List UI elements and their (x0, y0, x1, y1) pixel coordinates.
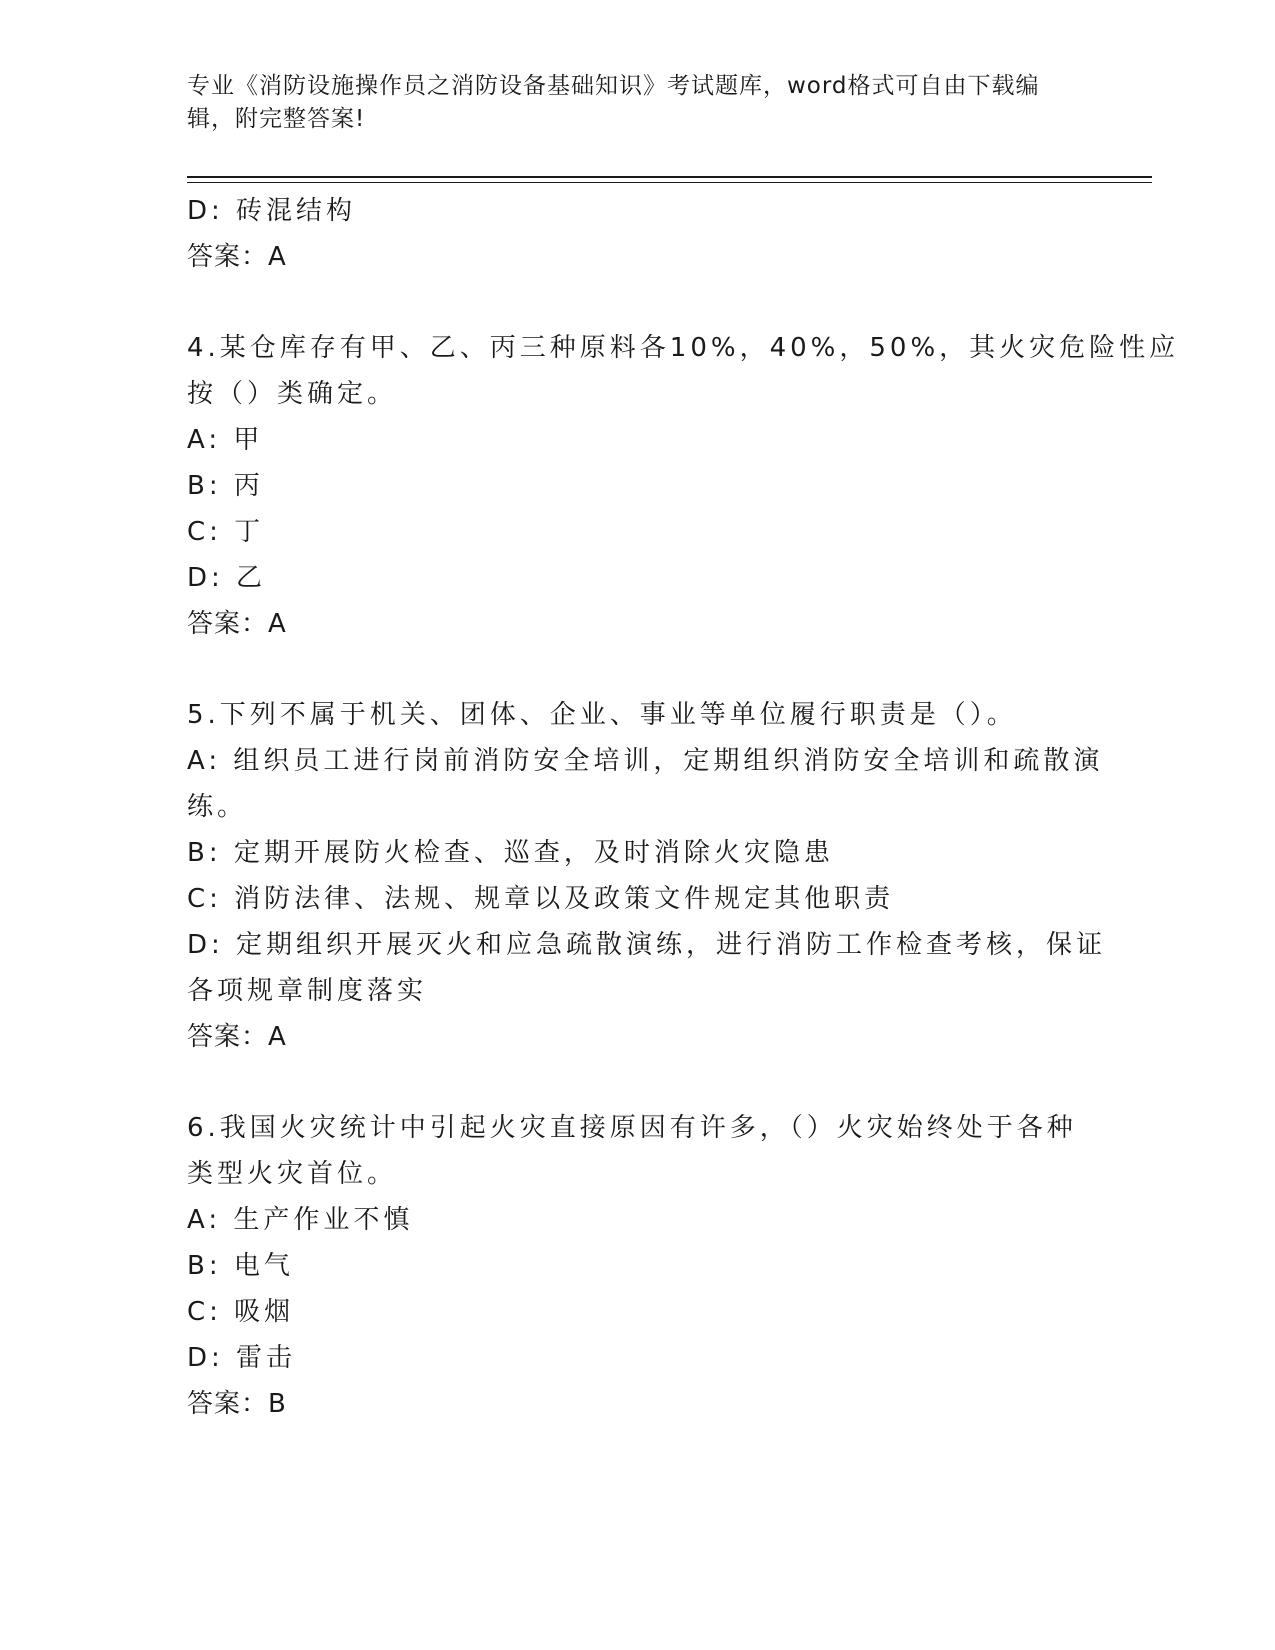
q5-option-a-line-2: 练。 (187, 792, 248, 822)
q4-option-c: C: 丁 (187, 517, 265, 547)
header-line-2: 辑，附完整答案! (187, 106, 366, 132)
q4-stem-line-2: 按（）类确定。 (187, 379, 398, 409)
q3-answer: 答案：A (187, 242, 287, 272)
q6-stem-line-2: 类型火灾首位。 (187, 1159, 398, 1189)
question-6 (187, 1105, 1087, 1427)
q5-option-d-line-2: 各项规章制度落实 (187, 976, 428, 1006)
q5-option-b: B: 定期开展防火检查、巡查，及时消除火灾隐患 (187, 838, 834, 868)
q4-option-b: B: 丙 (187, 471, 264, 501)
q6-option-c: C: 吸烟 (187, 1297, 295, 1327)
spacer (187, 280, 1087, 325)
q5-option-c: C: 消防法律、法规、规章以及政策文件规定其他职责 (187, 884, 895, 914)
q5-option-a-line-1: A: 组织员工进行岗前消防安全培训，定期组织消防安全培训和疏散演 (187, 746, 1104, 776)
q3-option-d: D: 砖混结构 (187, 196, 357, 226)
spacer (187, 1060, 1087, 1105)
q6-option-d: D: 雷击 (187, 1343, 297, 1373)
header-line-1: 专业《消防设施操作员之消防设备基础知识》考试题库，word格式可自由下载编 (187, 73, 1040, 99)
document-header (187, 70, 1077, 136)
question-content (187, 188, 1180, 1427)
q4-option-a: A: 甲 (187, 425, 264, 455)
q4-stem-line-1: 4.某仓库存有甲、乙、丙三种原料各10%，40%，50%，其火灾危险性应 (187, 333, 1180, 363)
question-4 (187, 325, 1180, 647)
question-5 (187, 692, 1107, 1060)
header-divider-thin (187, 182, 1152, 183)
q6-stem-line-1: 6.我国火灾统计中引起火灾直接原因有许多，（）火灾始终处于各种 (187, 1113, 1077, 1143)
q6-option-a: A: 生产作业不慎 (187, 1205, 414, 1235)
q5-answer: 答案：A (187, 1022, 287, 1052)
q6-answer: 答案：B (187, 1389, 287, 1419)
q5-stem: 5.下列不属于机关、团体、企业、事业等单位履行职责是（）。 (187, 700, 1017, 730)
spacer (187, 647, 1087, 692)
q6-option-b: B: 电气 (187, 1251, 294, 1281)
question-3-tail (187, 188, 1087, 280)
q4-option-d: D: 乙 (187, 563, 267, 593)
q4-answer: 答案：A (187, 609, 287, 639)
q5-option-d-line-1: D: 定期组织开展灭火和应急疏散演练，进行消防工作检查考核，保证 (187, 930, 1107, 960)
header-divider-thick (187, 176, 1152, 178)
